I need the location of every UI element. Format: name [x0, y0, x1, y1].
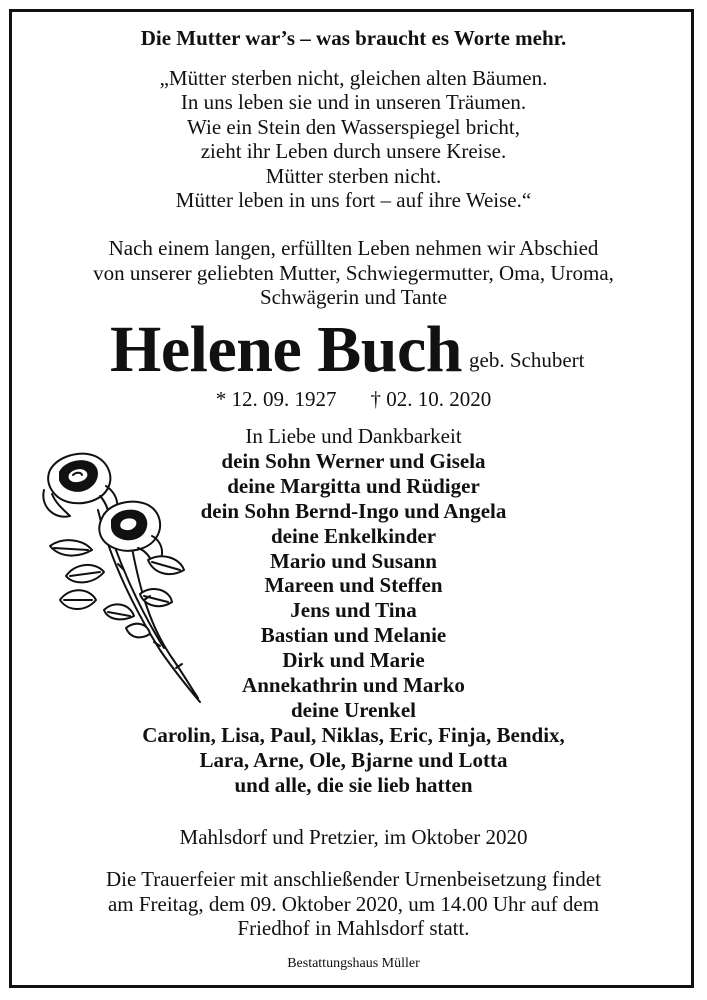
death-date: † 02. 10. 2020 — [370, 387, 492, 411]
mourner-line: Carolin, Lisa, Paul, Niklas, Eric, Finja, Bendix, — [142, 722, 565, 747]
mourner-line: Bastian und Melanie — [260, 623, 447, 648]
birth-date: * 12. 09. 1927 — [215, 387, 337, 411]
mourner-line: dein Sohn Werner und Gisela — [221, 448, 486, 473]
mourner-line: Dirk und Marie — [282, 648, 425, 673]
deceased-name: Helene Buch — [110, 313, 462, 386]
mourner-line: dein Sohn Bernd-Ingo und Angela — [200, 498, 507, 523]
undertaker: Bestattungshaus Müller — [287, 956, 420, 971]
life-dates — [0, 386, 707, 412]
mourner-line: Jens und Tina — [290, 598, 417, 623]
ceremony-line: Friedhof in Mahlsdorf statt. — [237, 916, 470, 940]
mourner-line: und alle, die sie lieb hatten — [234, 772, 473, 797]
ceremony-info — [0, 867, 707, 941]
intro-line: von unserer geliebten Mutter, Schwiegermutter, Oma, Uroma, — [93, 260, 614, 285]
mourner-line: deine Enkelkinder — [270, 523, 437, 548]
headline: Die Mutter war’s – was braucht es Worte mehr. — [140, 26, 567, 50]
mourner-line: deine Margitta und Rüdiger — [227, 473, 480, 498]
poem-line: zieht ihr Leben durch unsere Kreise. — [200, 139, 507, 164]
mourner-line: Mareen und Steffen — [264, 573, 443, 598]
intro-line: Schwägerin und Tante — [259, 285, 448, 309]
ceremony-line: Die Trauerfeier mit anschließender Urnenbeisetzung findet — [105, 867, 602, 891]
poem-line: „Mütter sterben nicht, gleichen alten Bäumen. — [159, 66, 548, 90]
maiden-name: geb. Schubert — [469, 348, 585, 372]
ceremony-line: am Freitag, dem 09. Oktober 2020, um 14.00 Uhr auf dem — [107, 891, 600, 916]
mourner-line: Mario und Susann — [270, 548, 437, 573]
farewell-intro — [0, 236, 707, 310]
name-row — [0, 310, 707, 390]
poem-line: Mütter sterben nicht. — [265, 163, 442, 188]
mourner-line: Annekathrin und Marko — [242, 673, 465, 698]
intro-line: Nach einem langen, erfüllten Leben nehmen wir Abschied — [108, 236, 599, 260]
mourners-intro: In Liebe und Dankbarkeit — [245, 424, 462, 448]
mourner-line: deine Urenkel — [290, 697, 417, 722]
poem-line: Wie ein Stein den Wasserspiegel bricht, — [187, 114, 520, 139]
mourners-block — [0, 424, 707, 798]
poem-line: In uns leben sie und in unseren Träumen. — [180, 90, 527, 115]
poem — [0, 66, 707, 212]
mourner-line: Lara, Arne, Ole, Bjarne und Lotta — [199, 747, 508, 772]
place-and-date: Mahlsdorf und Pretzier, im Oktober 2020 — [179, 825, 528, 849]
poem-line: Mütter leben in uns fort – auf ihre Weise.“ — [175, 188, 532, 213]
